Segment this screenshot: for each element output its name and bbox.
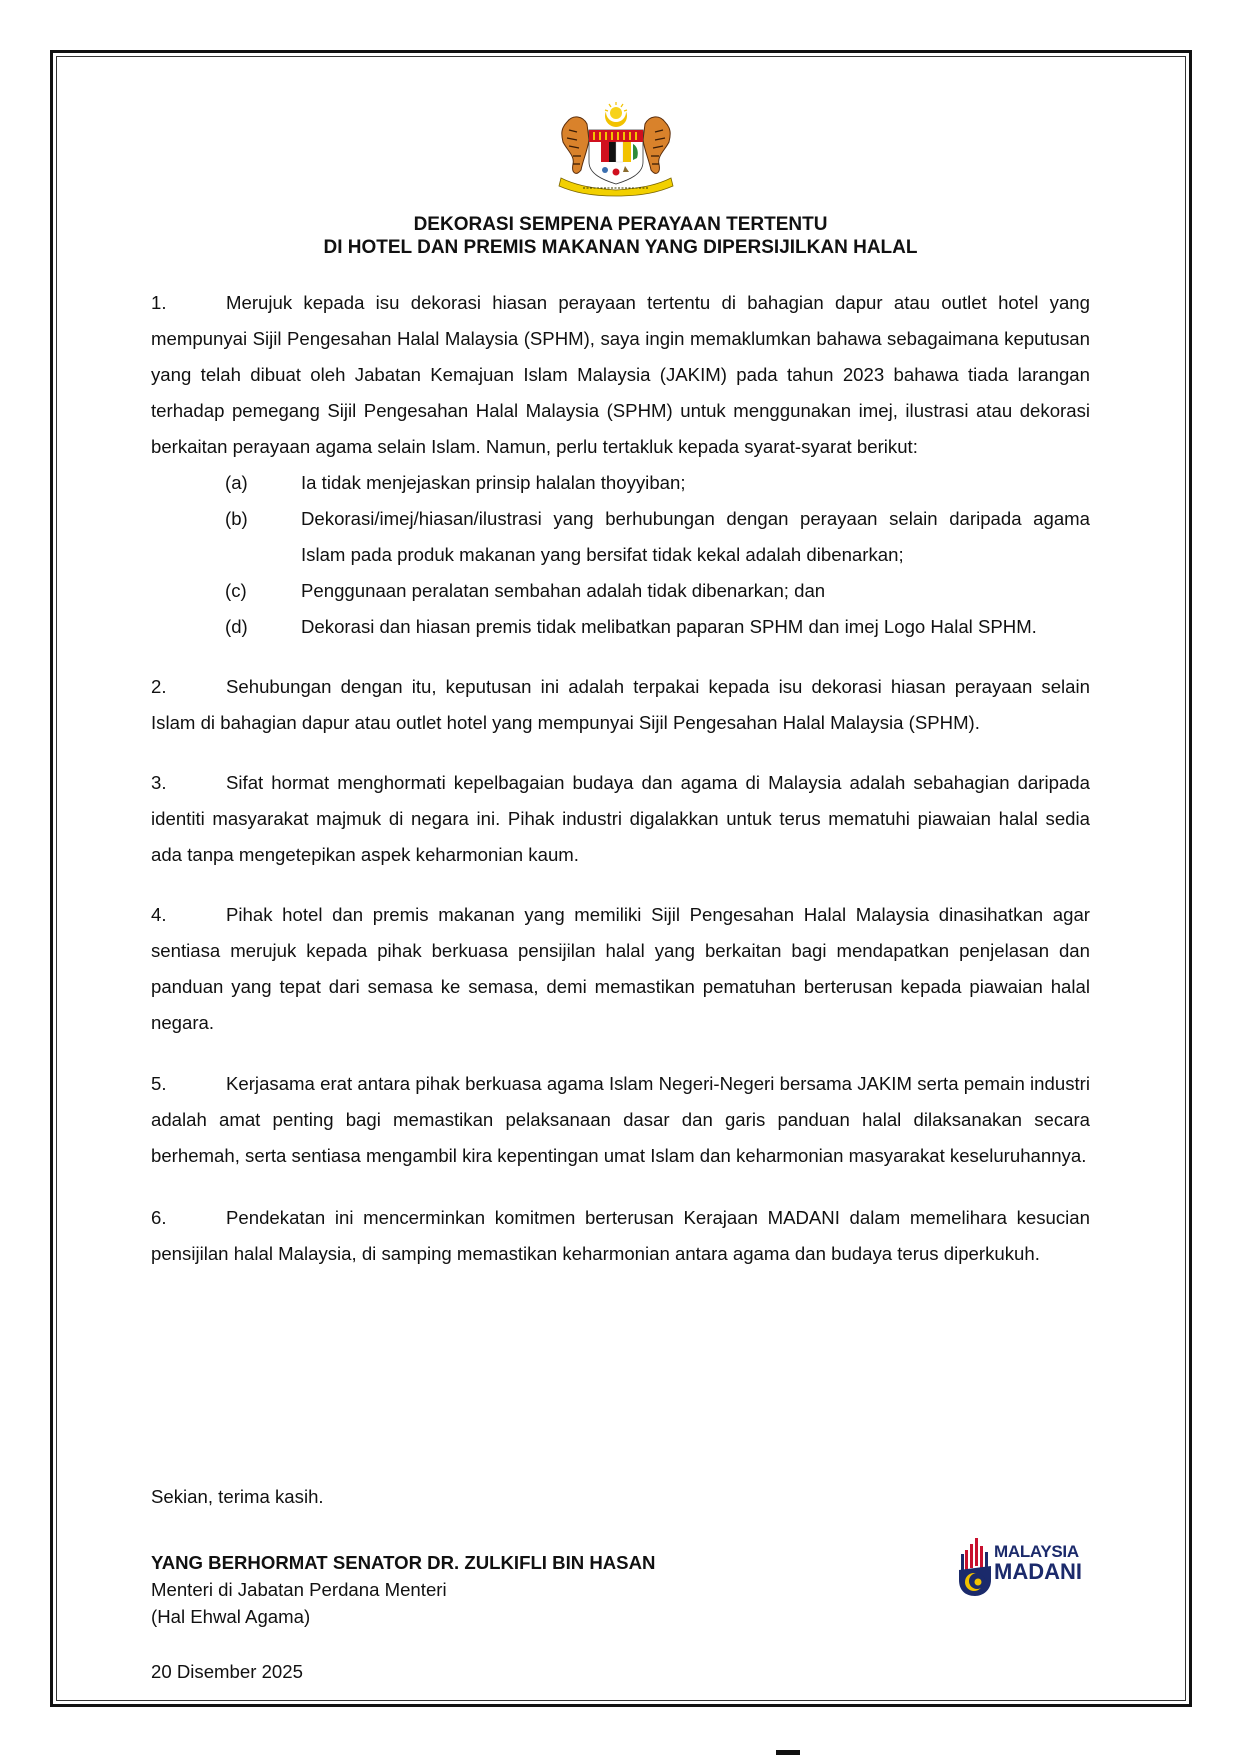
document-date: 20 Disember 2025 xyxy=(151,1661,303,1682)
malaysia-coat-of-arms-icon xyxy=(553,100,679,198)
document-body xyxy=(151,285,1090,1296)
list-item-text: Dekorasi/imej/hiasan/ilustrasi yang berhubungan dengan perayaan selain daripada agama Islam pada produk makanan yang bersifat tidak kekal adalah dibenarkan; xyxy=(301,508,1090,565)
paragraph-text: Sehubungan dengan itu, keputusan ini adalah terpakai kepada isu dekorasi hiasan perayaan selain Islam di bahagian dapur atau outlet hotel yang mempunyai Sijil Pengesahan Halal Malaysia (SPHM). xyxy=(151,676,1090,733)
paragraph-4 xyxy=(151,897,1090,1041)
title-line-1: DEKORASI SEMPENA PERAYAAN TERTENTU xyxy=(413,214,828,235)
madani-logo-text xyxy=(994,1542,1082,1583)
paragraph-number: 6. xyxy=(151,1207,167,1228)
signatory-position: Menteri di Jabatan Perdana Menteri xyxy=(151,1579,447,1600)
conditions-list xyxy=(151,465,1090,645)
paragraph-number: 1. xyxy=(151,292,167,313)
closing-text: Sekian, terima kasih. xyxy=(151,1486,324,1507)
paragraph-1 xyxy=(151,285,1090,465)
page-edge-mark xyxy=(776,1750,800,1755)
paragraph-text: Sifat hormat menghormati kepelbagaian budaya dan agama di Malaysia adalah sebahagian daripada identiti masyarakat majmuk di negara ini. Pihak industri digalakkan untuk terus mematuhi piawaian halal sedia ada tanpa mengetepikan aspek keharmonian kaum. xyxy=(151,772,1090,865)
paragraph-number: 5. xyxy=(151,1073,167,1094)
malaysia-madani-logo xyxy=(957,1536,1097,1598)
list-item-label: (d) xyxy=(225,616,248,637)
paragraph-text: Pihak hotel dan premis makanan yang memiliki Sijil Pengesahan Halal Malaysia dinasihatkan agar sentiasa merujuk kepada pihak berkuasa pensijilan halal yang berkaitan bagi mendapatkan penjelasan dan panduan yang tepat dari semasa ke semasa, demi memastikan pematuhan berterusan kepada piawaian halal negara. xyxy=(151,904,1090,1033)
paragraph-text: Pendekatan ini mencerminkan komitmen berterusan Kerajaan MADANI dalam memelihara kesucian pensijilan halal Malaysia, di samping memastikan keharmonian antara agama dan budaya terus diperkukuh. xyxy=(151,1207,1090,1264)
list-item-text: Dekorasi dan hiasan premis tidak melibatkan paparan SPHM dan imej Logo Halal SPHM. xyxy=(301,616,1037,637)
signatory-portfolio: (Hal Ehwal Agama) xyxy=(151,1606,311,1627)
document-title xyxy=(150,213,1091,259)
paragraph-text: Merujuk kepada isu dekorasi hiasan perayaan tertentu di bahagian dapur atau outlet hotel yang mempunyai Sijil Pengesahan Halal Malaysia (SPHM), saya ingin memaklumkan bahawa sebagaimana keputusan yang telah dibuat oleh Jabatan Kemajuan Islam Malaysia (JAKIM) pada tahun 2023 bahawa tiada larangan terhadap pemegang Sijil Pengesahan Halal Malaysia (SPHM) untuk menggunakan imej, ilustrasi atau dekorasi berkaitan perayaan agama selain Islam. Namun, perlu tertakluk kepada syarat-syarat berikut: xyxy=(151,292,1090,457)
paragraph-number: 4. xyxy=(151,904,167,925)
list-item-label: (a) xyxy=(225,472,248,493)
list-item xyxy=(151,465,1090,501)
signature-block xyxy=(151,1549,655,1630)
paragraph-number: 2. xyxy=(151,676,167,697)
list-item-text: Penggunaan peralatan sembahan adalah tidak dibenarkan; dan xyxy=(301,580,826,601)
madani-logo-line-2: MADANI xyxy=(994,1559,1082,1584)
madani-emblem-icon xyxy=(957,1536,993,1598)
madani-logo-line-1: MALAYSIA xyxy=(994,1542,1079,1561)
list-item xyxy=(151,573,1090,609)
paragraph-2 xyxy=(151,669,1090,741)
list-item xyxy=(151,501,1090,573)
paragraph-text: Kerjasama erat antara pihak berkuasa agama Islam Negeri-Negeri bersama JAKIM serta pemain industri adalah amat penting bagi memastikan pelaksanaan dasar dan garis panduan halal dilaksanakan secara berhemah, serta sentiasa mengambil kira kepentingan umat Islam dan keharmonian masyarakat keseluruhannya. xyxy=(151,1073,1090,1166)
list-item-label: (c) xyxy=(225,580,247,601)
paragraph-5 xyxy=(151,1066,1090,1174)
paragraph-number: 3. xyxy=(151,772,167,793)
paragraph-6 xyxy=(151,1200,1090,1272)
paragraph-3 xyxy=(151,765,1090,873)
list-item-text: Ia tidak menjejaskan prinsip halalan thoyyiban; xyxy=(301,472,686,493)
signatory-name: YANG BERHORMAT SENATOR DR. ZULKIFLI BIN HASAN xyxy=(151,1552,656,1573)
list-item-label: (b) xyxy=(225,508,248,529)
list-item xyxy=(151,609,1090,645)
title-line-2: DI HOTEL DAN PREMIS MAKANAN YANG DIPERSIJILKAN HALAL xyxy=(323,237,918,258)
